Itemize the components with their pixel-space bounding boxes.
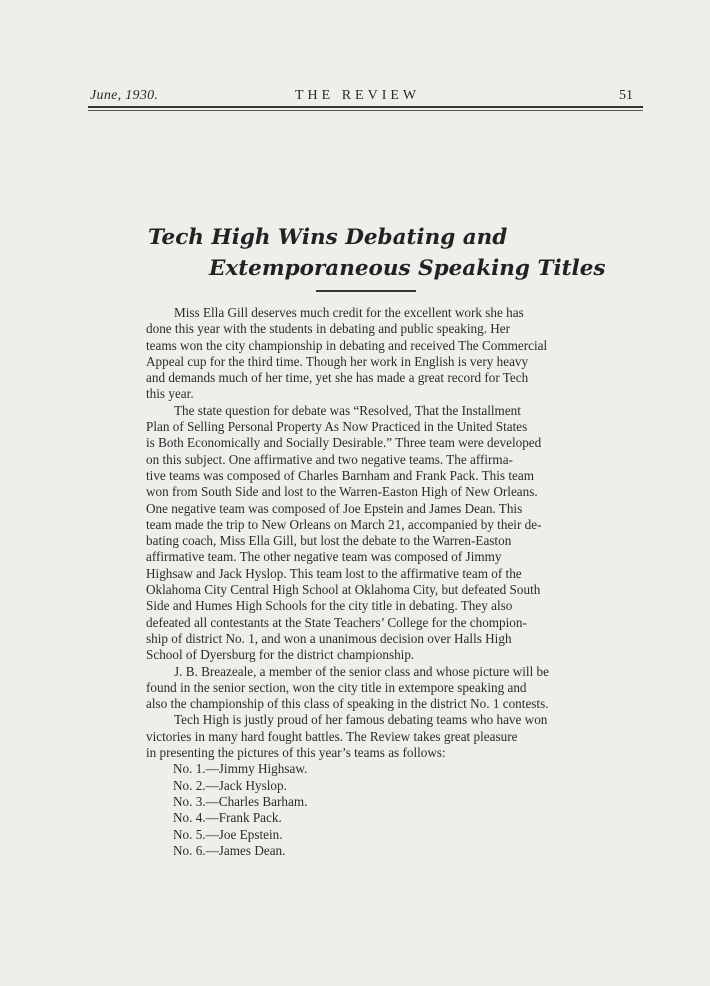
page-number: 51 (619, 88, 633, 103)
issue-date: June, 1930. (90, 88, 159, 103)
header-rule-thin (88, 110, 643, 111)
headline-line-1: Tech High Wins Debating and (148, 225, 508, 250)
headline-line-2: Extemporaneous Speaking Titles (209, 256, 606, 281)
page-header (90, 88, 645, 106)
paragraph-debate-question: The state question for debate was “Resolved, That the Installment Plan of Selling Personal Property As Now Practiced in the United States is Both Economically and Socially Desirable.” Three team were developed on this subject. One affirmative and two negative teams. The affirma- tive teams was composed of Charles Barnham and Frank Pack. This team won from South Side and lost to the Warren-Easton High of New Orleans. One negative team was composed of Joe Epstein and James Dean. This team made the trip to New Orleans on March 21, accompanied by their de- bating coach, Miss Ella Gill, but lost the debate to the Warren-Easton affirmative team. The other negative team was composed of Jimmy Highsaw and Jack Hyslop. This team lost to the affirmative team of the Oklahoma City Central High School at Oklahoma City, but defeated South Side and Humes High Schools for the city title in debating. They also defeated all contestants at the State Teachers’ College for the chompion- ship of district No. 1, and won a unanimous decision over Halls High School of Dyersburg for the district championship. (146, 402, 542, 663)
list-item: No. 6.—James Dean. (173, 842, 286, 858)
list-item: No. 5.—Joe Epstein. (173, 826, 283, 842)
article-headline (148, 222, 608, 284)
article-body (146, 305, 580, 859)
list-item: No. 3.—Charles Barham. (173, 793, 308, 809)
paragraph-intro: Miss Ella Gill deserves much credit for the excellent work she has done this year with the students in debating and public speaking. Her teams won the city championship in debating and received The Commercial Appeal cup for the third time. Though her work in English is very heavy and demands much of her time, yet she has made a great record for Tech this year. (146, 305, 548, 402)
paragraph-extempore: J. B. Breazeale, a member of the senior class and whose picture will be found in the senior section, won the city title in extempore speaking and also the championship of this class of speaking in the district No. 1 contests. (146, 663, 549, 712)
header-rule-thick (88, 106, 643, 108)
list-item: No. 2.—Jack Hyslop. (173, 777, 287, 793)
headline-divider (316, 290, 416, 292)
team-list (146, 761, 580, 859)
publication-title: THE REVIEW (295, 88, 421, 103)
paragraph-closing: Tech High is justly proud of her famous debating teams who have won victories in many hard fought battles. The Review takes great pleasure in presenting the pictures of this year’s teams as follows: (146, 712, 548, 761)
list-item: No. 4.—Frank Pack. (173, 810, 282, 826)
list-item: No. 1.—Jimmy Highsaw. (173, 761, 308, 777)
